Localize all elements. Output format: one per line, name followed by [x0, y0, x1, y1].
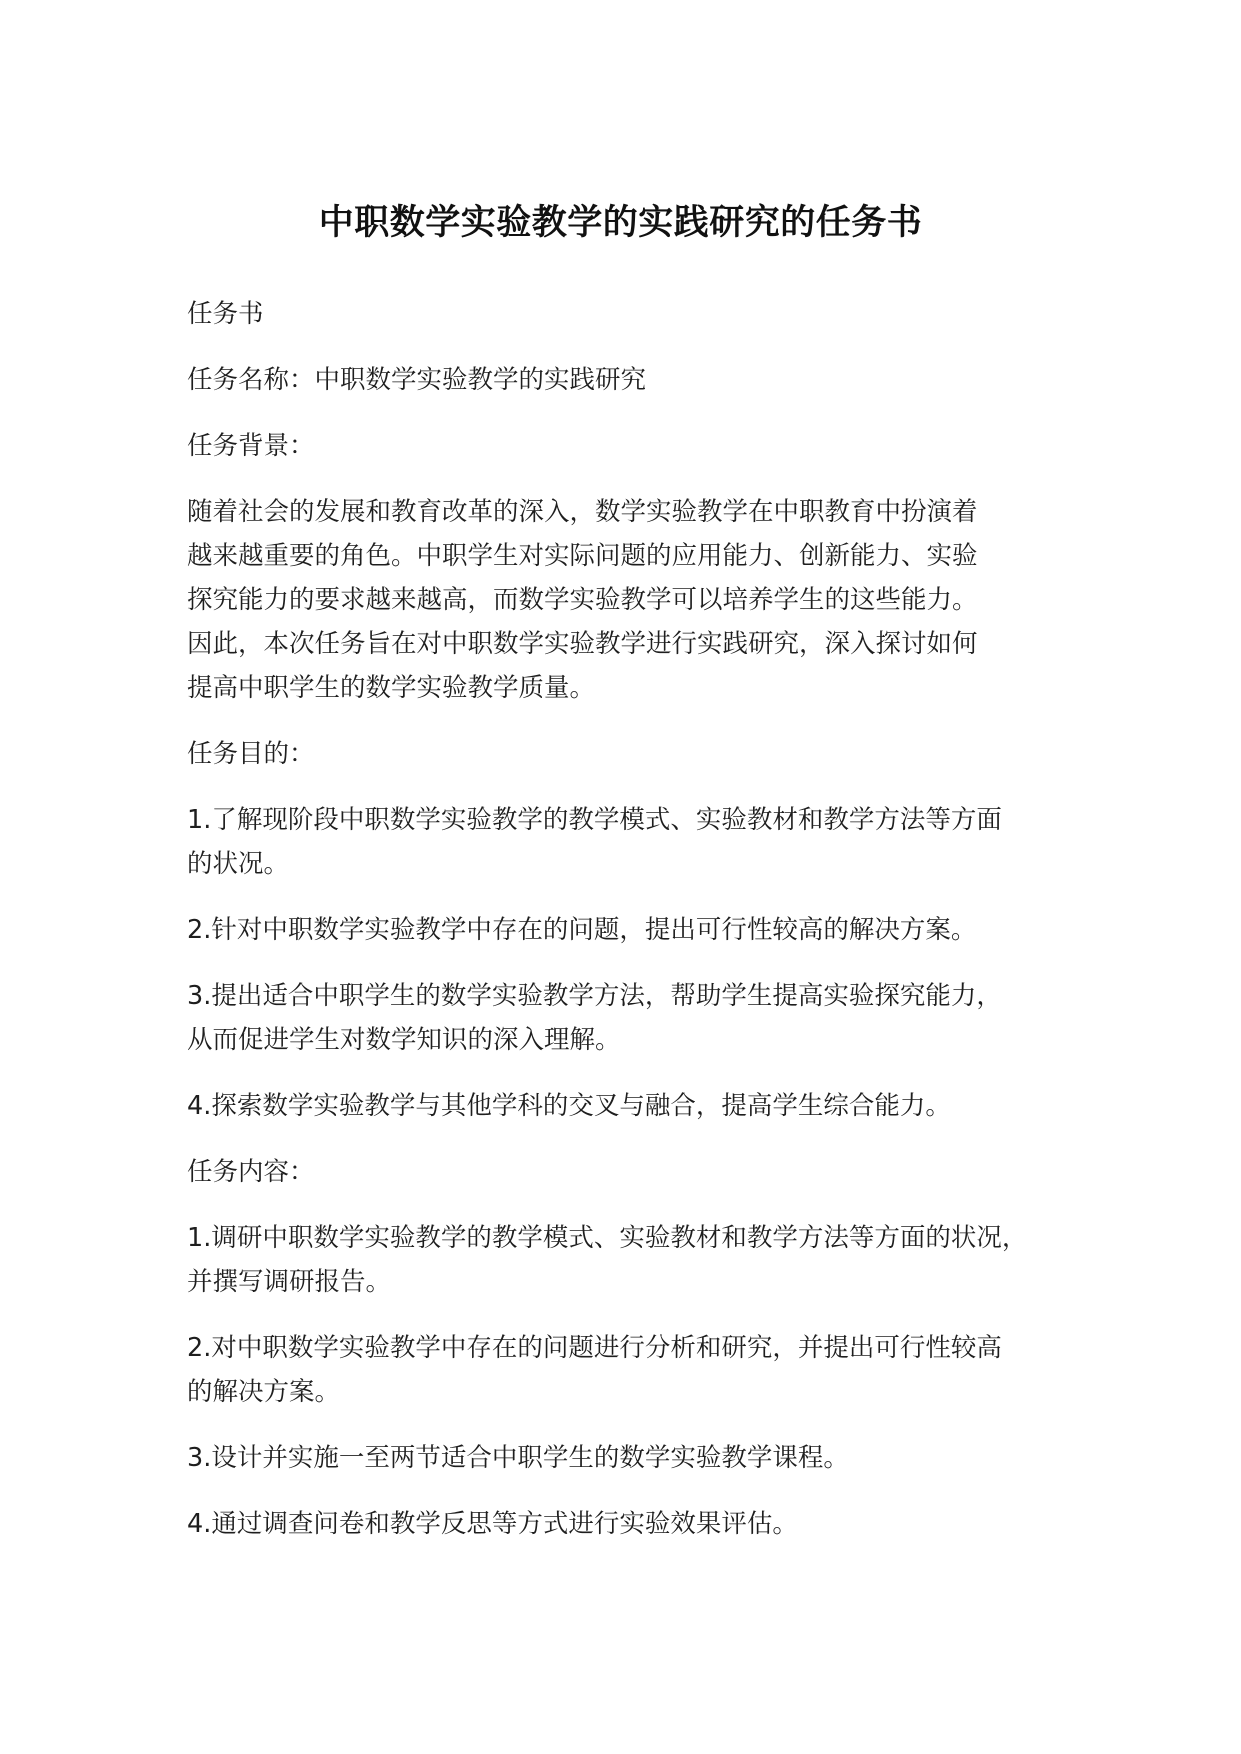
text-line: 探究能力的要求越来越高，而数学实验教学可以培养学生的这些能力。: [187, 585, 978, 615]
paragraph: [187, 358, 1087, 402]
text-line: 3.设计并实施一至两节适合中职学生的数学实验教学课程。: [187, 1443, 849, 1473]
text-line: 任务名称：中职数学实验教学的实践研究: [187, 365, 647, 395]
text-line: 任务书: [187, 299, 264, 329]
paragraph: [187, 424, 1087, 468]
text-line: 4.通过调查问卷和教学反思等方式进行实验效果评估。: [187, 1509, 798, 1539]
document-body: [187, 292, 1087, 1568]
text-line: 3.提出适合中职学生的数学实验教学方法，帮助学生提高实验探究能力，: [187, 981, 1002, 1011]
paragraph: [187, 1216, 1087, 1304]
paragraph: [187, 1084, 1087, 1128]
text-line: 1.了解现阶段中职数学实验教学的教学模式、实验教材和教学方法等方面: [187, 805, 1002, 835]
text-line: 1.调研中职数学实验教学的教学模式、实验教材和教学方法等方面的状况，: [187, 1223, 1028, 1253]
text-line: 从而促进学生对数学知识的深入理解。: [187, 1025, 621, 1055]
paragraph: [187, 1326, 1087, 1414]
text-line: 随着社会的发展和教育改革的深入，数学实验教学在中职教育中扮演着: [187, 497, 978, 527]
paragraph: [187, 908, 1087, 952]
paragraph: [187, 292, 1087, 336]
text-line: 因此，本次任务旨在对中职数学实验教学进行实践研究，深入探讨如何: [187, 629, 978, 659]
text-line: 2.对中职数学实验教学中存在的问题进行分析和研究，并提出可行性较高: [187, 1333, 1002, 1363]
text-line: 2.针对中职数学实验教学中存在的问题，提出可行性较高的解决方案。: [187, 915, 977, 945]
paragraph: [187, 1436, 1087, 1480]
paragraph: [187, 1502, 1087, 1546]
text-line: 提高中职学生的数学实验教学质量。: [187, 673, 596, 703]
text-line: 任务背景：: [187, 431, 315, 461]
paragraph: [187, 732, 1087, 776]
paragraph: [187, 1150, 1087, 1194]
text-line: 4.探索数学实验教学与其他学科的交叉与融合，提高学生综合能力。: [187, 1091, 951, 1121]
text-line: 的解决方案。: [187, 1377, 341, 1407]
document-title: 中职数学实验教学的实践研究的任务书: [318, 203, 923, 244]
text-line: 任务目的：: [187, 739, 315, 769]
paragraph: [187, 974, 1087, 1062]
text-line: 越来越重要的角色。中职学生对实际问题的应用能力、创新能力、实验: [187, 541, 978, 571]
paragraph: [187, 798, 1087, 886]
text-line: 并撰写调研报告。: [187, 1267, 392, 1297]
text-line: 任务内容：: [187, 1157, 315, 1187]
text-line: 的状况。: [187, 849, 290, 879]
paragraph: [187, 490, 1087, 710]
